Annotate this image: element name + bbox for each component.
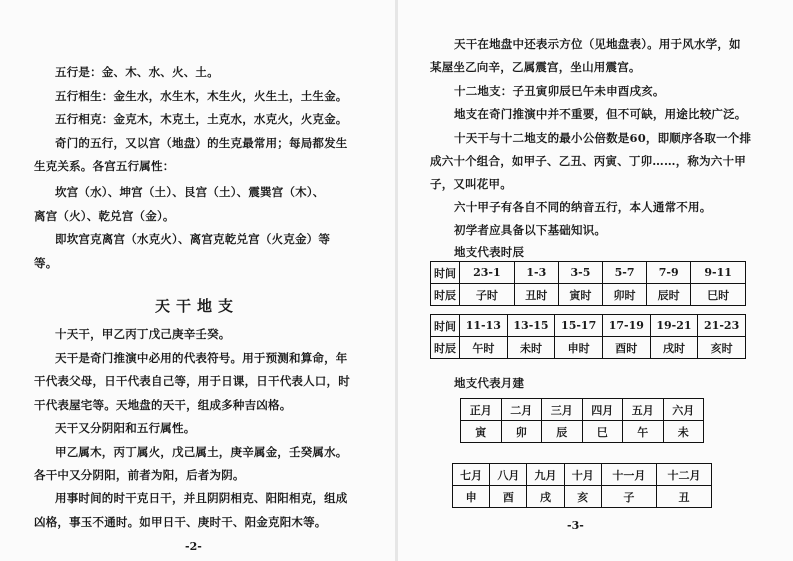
page-number: -3- <box>567 519 584 532</box>
branch-cell: 寅 <box>461 421 502 443</box>
branch-cell: 巳 <box>582 421 623 443</box>
section-heading: 天干地支 <box>155 297 240 315</box>
branch-cell: 子 <box>601 486 656 508</box>
text-line: 干代表屋宅等。天地盘的天干，组成多种吉凶格。 <box>34 398 292 412</box>
branch-cell: 午时 <box>460 337 508 359</box>
month-cell: 六月 <box>663 399 704 421</box>
branch-cell: 戌时 <box>650 337 698 359</box>
text-line: 坎宫（水）、坤宫（土）、艮宫（土）、震巽宫（木）、 <box>55 185 325 199</box>
text-line: 天干在地盘中还表示方位（见地盘表）。用于风水学，如 <box>454 37 741 51</box>
table-title: 地支代表月建 <box>454 376 525 390</box>
branch-cell: 辰时 <box>647 284 691 306</box>
branch-cell: 酉时 <box>602 337 650 359</box>
table-title: 地支代表时辰 <box>454 245 525 259</box>
right-page <box>397 0 793 561</box>
branch-cell: 酉 <box>490 486 527 508</box>
text-line: 用事时间的时干克日干，并且阴阴相克、阳阳相克，组成 <box>55 491 348 505</box>
text-line: 五行相克：金克木，木克土，土克水，水克火，火克金。 <box>55 112 348 126</box>
text-line: 十天干，甲乙丙丁戊己庚辛壬癸。 <box>55 327 231 341</box>
month-cell: 五月 <box>623 399 664 421</box>
month-cell: 四月 <box>582 399 623 421</box>
text-line: 初学者应具备以下基础知识。 <box>454 223 607 237</box>
months-table-2 <box>452 463 712 508</box>
text-line: 成六十个组合，如甲子、乙丑、丙寅、丁卯……，称为六十甲 <box>430 154 746 168</box>
branch-cell: 未时 <box>507 337 555 359</box>
text-line: 十天干与十二地支的最小公倍数是60，即顺序各取一个排 <box>454 131 752 145</box>
branch-cell: 辰 <box>542 421 583 443</box>
branch-cell: 亥时 <box>698 337 746 359</box>
month-cell: 七月 <box>453 464 490 486</box>
branch-cell: 申时 <box>555 337 603 359</box>
branch-cell: 巳时 <box>691 284 746 306</box>
text-line: 凶格，事玉不通时。如甲日干、庚时干、阳金克阳木等。 <box>34 515 327 529</box>
text-line: 天干是奇门推演中必用的代表符号。用于预测和算命，年 <box>55 351 348 365</box>
text-line: 天干又分阴阳和五行属性。 <box>55 421 196 435</box>
row-label: 时辰 <box>431 337 460 359</box>
month-cell: 八月 <box>490 464 527 486</box>
text-line: 干代表父母，日干代表自己等，用于日课，日干代表人口，时 <box>34 374 350 388</box>
time-cell: 3-5 <box>558 262 602 284</box>
text-line: 子，又叫花甲。 <box>430 177 512 191</box>
time-cell: 5-7 <box>602 262 646 284</box>
text-line: 五行是：金、木、水、火、土。 <box>55 65 219 79</box>
hours-table-2 <box>430 314 746 359</box>
text-line: 某屋坐乙向辛，乙属震宫，坐山用震宫。 <box>430 60 641 74</box>
months-table-1 <box>460 398 704 443</box>
time-cell: 7-9 <box>647 262 691 284</box>
time-cell: 15-17 <box>555 315 603 337</box>
text-line: 六十甲子有各自不同的纳音五行，本人通常不用。 <box>454 200 712 214</box>
text-line: 奇门的五行，又以宫（地盘）的生克最常用；每局都发生 <box>55 136 348 150</box>
row-label: 时辰 <box>431 284 460 306</box>
branch-cell: 丑 <box>656 486 711 508</box>
page-number: -2- <box>185 540 202 553</box>
branch-cell: 午 <box>623 421 664 443</box>
text-line: 各干中又分阴阳，前者为阳，后者为阴。 <box>34 468 245 482</box>
time-cell: 1-3 <box>514 262 558 284</box>
time-cell: 11-13 <box>460 315 508 337</box>
branch-cell: 卯 <box>501 421 542 443</box>
branch-cell: 未 <box>663 421 704 443</box>
branch-cell: 卯时 <box>602 284 646 306</box>
branch-cell: 丑时 <box>514 284 558 306</box>
hours-table-1 <box>430 261 746 306</box>
month-cell: 十一月 <box>601 464 656 486</box>
text-line: 十二地支：子丑寅卯辰巳午未申酉戌亥。 <box>454 84 665 98</box>
month-cell: 二月 <box>501 399 542 421</box>
branch-cell: 申 <box>453 486 490 508</box>
time-cell: 13-15 <box>507 315 555 337</box>
row-label: 时间 <box>431 315 460 337</box>
branch-cell: 寅时 <box>558 284 602 306</box>
time-cell: 23-1 <box>460 262 515 284</box>
time-cell: 9-11 <box>691 262 746 284</box>
branch-cell: 子时 <box>460 284 515 306</box>
time-cell: 17-19 <box>602 315 650 337</box>
text-line: 等。 <box>34 256 58 270</box>
month-cell: 三月 <box>542 399 583 421</box>
month-cell: 十二月 <box>656 464 711 486</box>
text-line: 甲乙属木，丙丁属火，戊己属土，庚辛属金，壬癸属水。 <box>55 445 348 459</box>
month-cell: 九月 <box>527 464 564 486</box>
month-cell: 正月 <box>461 399 502 421</box>
text-line: 即坎宫克离宫（水克火）、离宫克乾兑宫（火克金）等 <box>55 232 331 246</box>
text-line: 生克关系。各宫五行属性： <box>34 159 175 173</box>
row-label: 时间 <box>431 262 460 284</box>
time-cell: 19-21 <box>650 315 698 337</box>
branch-cell: 亥 <box>564 486 601 508</box>
branch-cell: 戌 <box>527 486 564 508</box>
month-cell: 十月 <box>564 464 601 486</box>
text-line: 五行相生：金生水，水生木，木生火，火生土，土生金。 <box>55 89 348 103</box>
text-line: 离宫（火）、乾兑宫（金）。 <box>34 209 175 223</box>
time-cell: 21-23 <box>698 315 746 337</box>
text-line: 地支在奇门推演中并不重要，但不可缺，用途比较广泛。 <box>454 107 747 121</box>
